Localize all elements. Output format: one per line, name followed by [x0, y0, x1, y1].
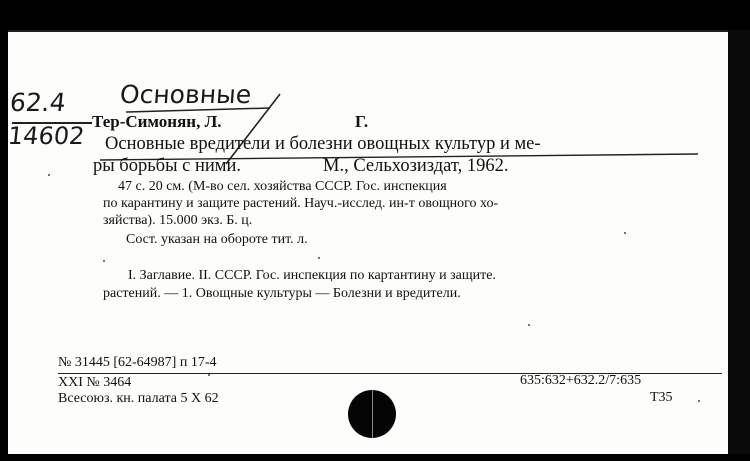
- classification-number: 635:632+632.2/7:635: [520, 373, 642, 388]
- description-line-3: зяйства). 15.000 экз. Б. ц.: [103, 213, 253, 228]
- author-initial: Г.: [355, 112, 369, 131]
- author-mark: Т35: [650, 390, 673, 405]
- scan-edge-right: [728, 30, 750, 454]
- tracing-line-1: I. Заглавие. II. СССР. Гос. инспекция по картантину и защите.: [128, 268, 496, 283]
- scan-speck: [318, 257, 320, 259]
- issuer: Всесоюз. кн. палата 5 X 62: [58, 391, 219, 406]
- scan-speck: [208, 374, 210, 376]
- imprint: М., Сельхозиздат, 1962.: [323, 156, 509, 176]
- card-number: № 31445 [62-64987] п 17-4: [58, 355, 217, 370]
- title-line-2: ры борьбы с ними.: [93, 156, 241, 176]
- description-line-1: 47 с. 20 см. (М-во сел. хозяйства СССР. Гос. инспекция: [118, 179, 447, 194]
- title-line-1: Основные вредители и болезни овощных культур и ме-: [105, 134, 541, 154]
- description-line-2: по карантину и защите растений. Науч.-исслед. ин-т овощного хо-: [103, 196, 499, 211]
- tracing-line-2: растений. — 1. Овощные культуры — Болезни и вредители.: [103, 286, 461, 301]
- scan-speck: [103, 260, 105, 262]
- scan-speck: [48, 174, 50, 176]
- punch-hole: [348, 390, 396, 438]
- scan-edge-bottom: [0, 454, 750, 461]
- scan-speck: [624, 232, 626, 234]
- handwritten-annotation: Основные: [118, 80, 253, 109]
- scan-speck: [698, 400, 700, 402]
- scan-speck: [528, 324, 530, 326]
- compiler-note: Сост. указан на обороте тит. л.: [126, 232, 308, 247]
- series-number: XXI № 3464: [58, 375, 132, 390]
- handwritten-class-number: 62.4: [8, 88, 68, 117]
- author-heading: Тер-Симонян, Л.: [92, 112, 222, 131]
- catalog-card: [8, 30, 728, 456]
- handwritten-inventory-number: 14602: [6, 122, 86, 150]
